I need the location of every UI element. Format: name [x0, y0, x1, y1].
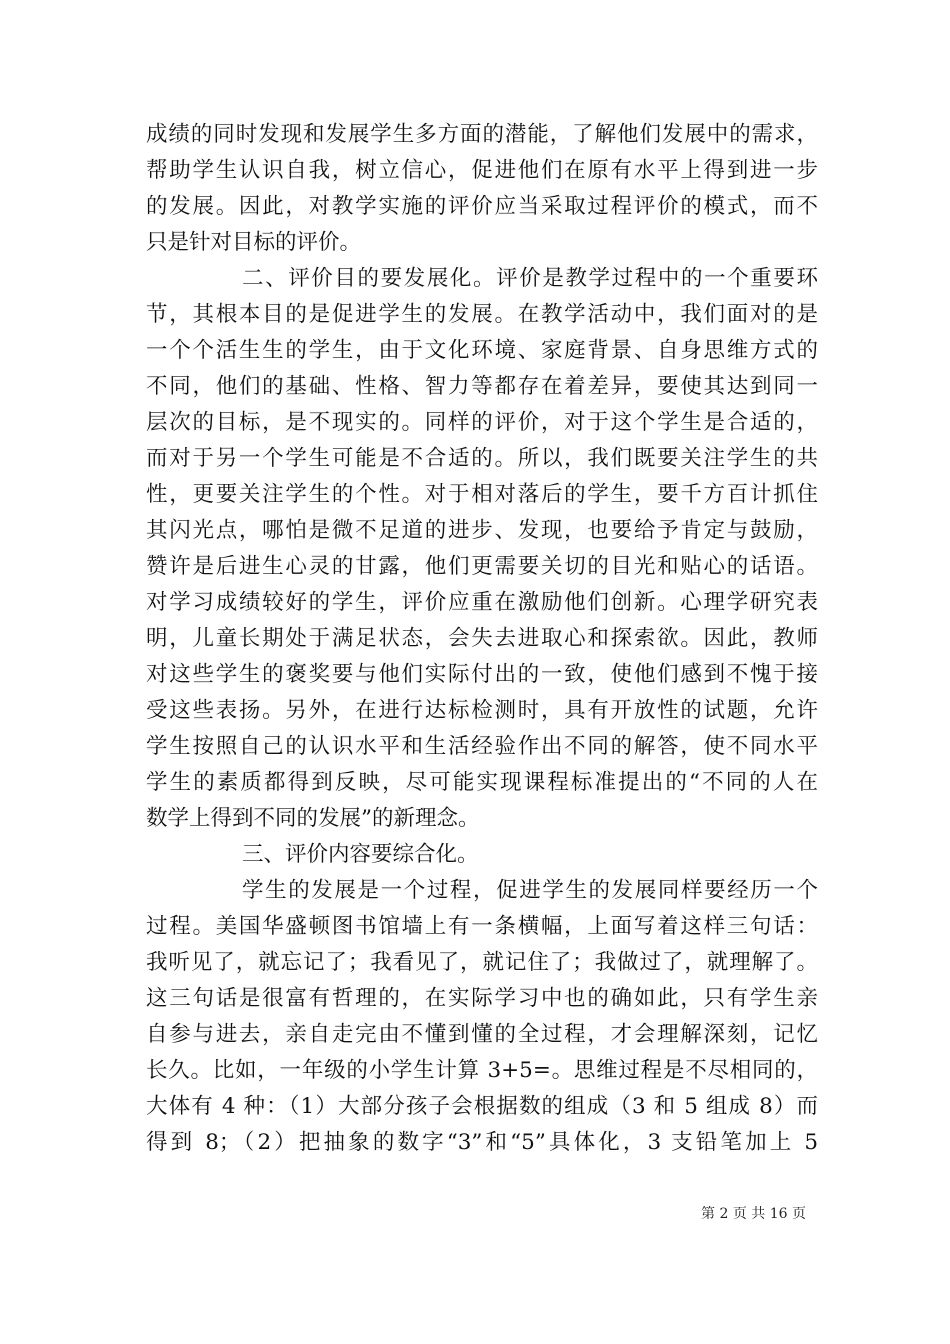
text-line: 而对于另一个学生可能是不合适的。所以，我们既要关注学生的共: [146, 446, 818, 471]
text-line: 我听见了，就忘记了；我看见了，就记住了；我做过了，就理解了。: [146, 950, 818, 975]
text-line: 赞许是后进生心灵的甘露，他们更需要关切的目光和贴心的话语。: [146, 554, 818, 579]
text-line: 得到 8；（2）把抽象的数字“3”和“5”具体化，3 支铅笔加上 5: [146, 1130, 818, 1155]
text-line: 学生的素质都得到反映，尽可能实现课程标准提出的“不同的人在: [146, 770, 818, 795]
text-line: 成绩的同时发现和发展学生多方面的潜能，了解他们发展中的需求，: [146, 122, 818, 147]
text-line: 二、评价目的要发展化。评价是教学过程中的一个重要环: [242, 266, 818, 291]
text-line: 对这些学生的褒奖要与他们实际付出的一致，使他们感到不愧于接: [146, 662, 818, 687]
body-text: [146, 117, 818, 1161]
text-line: 节，其根本目的是促进学生的发展。在教学活动中，我们面对的是: [146, 302, 818, 327]
text-line: 过程。美国华盛顿图书馆墙上有一条横幅，上面写着这样三句话：: [146, 914, 818, 939]
text-line: 只是针对目标的评价。: [146, 230, 362, 255]
page-number: 第 2 页 共 16 页: [701, 1206, 806, 1222]
text-line: 其闪光点，哪怕是微不足道的进步、发现，也要给予肯定与鼓励，: [146, 518, 818, 543]
text-line: 对学习成绩较好的学生，评价应重在激励他们创新。心理学研究表: [146, 590, 818, 615]
text-line: 学生按照自己的认识水平和生活经验作出不同的解答，使不同水平: [146, 734, 818, 759]
text-line: 一个个活生生的学生，由于文化环境、家庭背景、自身思维方式的: [146, 338, 818, 363]
text-line: 明，儿童长期处于满足状态，会失去进取心和探索欲。因此，教师: [146, 626, 818, 651]
text-line: 这三句话是很富有哲理的，在实际学习中也的确如此，只有学生亲: [146, 986, 818, 1011]
text-line: 性，更要关注学生的个性。对于相对落后的学生，要千方百计抓住: [146, 482, 818, 507]
text-line: 帮助学生认识自我，树立信心，促进他们在原有水平上得到进一步: [146, 158, 818, 183]
text-line: 层次的目标，是不现实的。同样的评价，对于这个学生是合适的，: [146, 410, 818, 435]
text-line: 长久。比如，一年级的小学生计算 3+5=。思维过程是不尽相同的，: [146, 1058, 818, 1083]
text-line: 自参与进去，亲自走完由不懂到懂的全过程，才会理解深刻，记忆: [146, 1022, 818, 1047]
text-line: 大体有 4 种：（1）大部分孩子会根据数的组成（3 和 5 组成 8）而: [146, 1094, 818, 1119]
text-line: 不同，他们的基础、性格、智力等都存在着差异，要使其达到同一: [146, 374, 818, 399]
text-line: 学生的发展是一个过程，促进学生的发展同样要经历一个: [242, 878, 818, 903]
section-heading: 三、评价内容要综合化。: [242, 842, 479, 867]
text-line: 的发展。因此，对教学实施的评价应当采取过程评价的模式，而不: [146, 194, 818, 219]
text-line: 受这些表扬。另外，在进行达标检测时，具有开放性的试题，允许: [146, 698, 818, 723]
text-line: 数学上得到不同的发展”的新理念。: [146, 806, 480, 831]
